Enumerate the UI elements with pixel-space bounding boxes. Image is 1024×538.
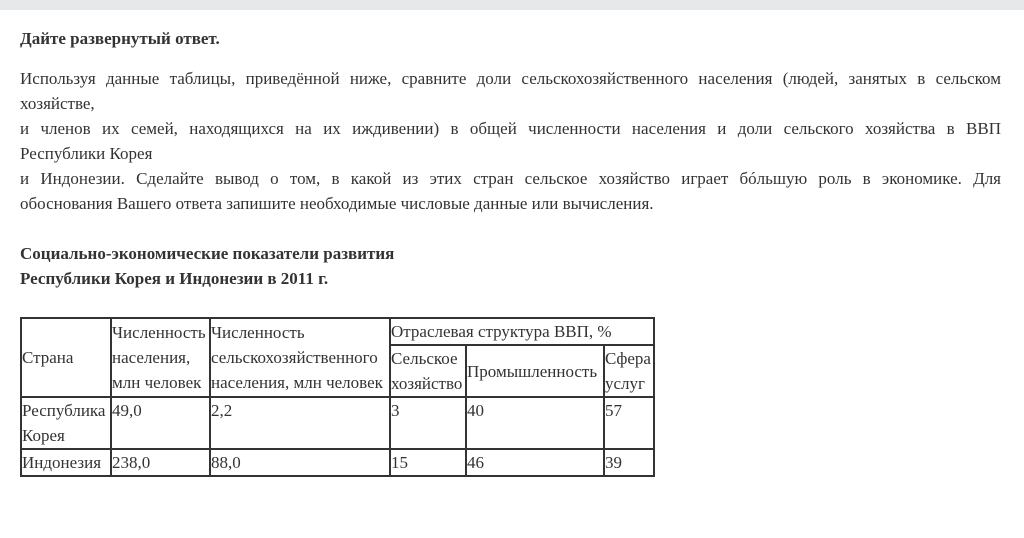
cell-population: 49,0 <box>111 397 210 449</box>
cell-agriculture: 15 <box>390 449 466 476</box>
task-text <box>20 66 1001 216</box>
cell-agri-population: 88,0 <box>210 449 390 476</box>
task-line: Используя данные таблицы, приведённой ниже, сравните доли сельскохозяйственного населения (людей, занятых в сельском <box>20 69 1001 88</box>
cell-agri-population: 2,2 <box>210 397 390 449</box>
table-header-row <box>21 318 654 345</box>
cell-country: Индонезия <box>21 449 111 476</box>
header-agri-population: Численность сельскохозяйственного населения, млн человек <box>210 318 390 397</box>
task-line: и членов их семей, находящихся на их иждивении) в общей численности населения и доли сельского хозяйства в ВВП <box>20 119 1001 138</box>
header-industry: Промышленность <box>466 345 604 397</box>
table-row <box>21 449 654 476</box>
table-title <box>20 241 1001 291</box>
cell-country: Республика Корея <box>21 397 111 449</box>
instruction-heading: Дайте развернутый ответ. <box>20 29 220 48</box>
header-agriculture: Сельское хозяйство <box>390 345 466 397</box>
question-content <box>20 26 1001 477</box>
cell-industry: 46 <box>466 449 604 476</box>
task-line: обоснования Вашего ответа запишите необходимые числовые данные или вычисления. <box>20 194 654 213</box>
task-line: Республики Корея <box>20 144 153 163</box>
table-title-line-1: Социально-экономические показатели развития <box>20 244 395 263</box>
header-population: Численность населения, млн человек <box>111 318 210 397</box>
cell-agriculture: 3 <box>390 397 466 449</box>
cell-population: 238,0 <box>111 449 210 476</box>
table-title-line-2: Республики Корея и Индонезии в 2011 г. <box>20 269 329 288</box>
header-country: Страна <box>21 318 111 397</box>
header-services: Сфера услуг <box>604 345 654 397</box>
task-line: и Индонезии. Сделайте вывод о том, в какой из этих стран сельское хозяйство играет бóльшую роль в экономике. Для <box>20 169 1001 188</box>
cell-industry: 40 <box>466 397 604 449</box>
top-bar <box>0 0 1024 10</box>
cell-services: 39 <box>604 449 654 476</box>
table-row <box>21 397 654 449</box>
cell-services: 57 <box>604 397 654 449</box>
header-gdp-structure: Отраслевая структура ВВП, % <box>390 318 654 345</box>
task-line: хозяйстве, <box>20 94 95 113</box>
indicators-table <box>20 317 655 477</box>
